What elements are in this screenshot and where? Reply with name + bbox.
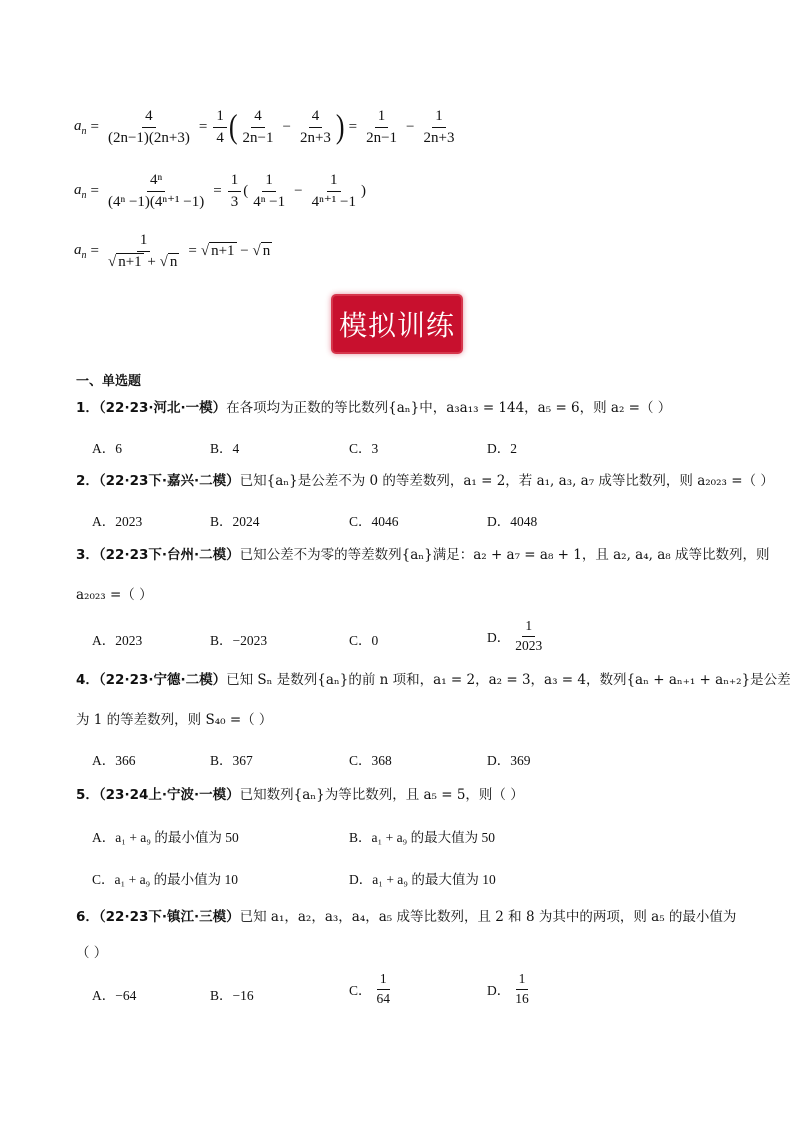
- option-c[interactable]: C．a₁ + a₉ 的最小值为 10: [92, 872, 239, 887]
- formula-2-term-1: $\frac{1}{\text{4ⁿ −1}}$: [253, 172, 286, 210]
- question-2: 2．（22·23下·嘉兴·二模）已知{aₙ}是公差不为 0 的等差数列，a₁ = 2，若 a₁, a₃, a₇ 成等比数列，则 a₂₀₂₃ =（ ）: [76, 473, 774, 489]
- question-1: 1．（22·23·河北·一模）在各项均为正数的等比数列{aₙ}中，a₃a₁₃ = 144，a₅ = 6，则 a₂ =（ ）: [76, 400, 672, 416]
- formula-2-lhs: $a_n$: [74, 181, 87, 201]
- formula-1-term-2: $\frac{4}{2n+3}$: [299, 108, 331, 146]
- question-3-line-2: a₂₀₂₃ =（ ）: [76, 587, 153, 603]
- formula-1-lhs: $a_n$: [74, 117, 87, 137]
- option-b[interactable]: B．2024: [210, 514, 260, 529]
- question-4: 4．（22·23·宁德·二模）已知 Sₙ 是数列{aₙ}的前 n 项和，a₁ = 2，a₂ = 3，a₃ = 4，数列{aₙ + aₙ₊₁ + aₙ₊₂}是公差: [76, 672, 791, 688]
- formula-1-result-1: $\frac{1}{2n-1}$: [366, 108, 398, 146]
- option-b[interactable]: B．−16: [210, 988, 254, 1003]
- option-d[interactable]: D．369: [487, 753, 531, 768]
- option-c[interactable]: C．4046: [349, 514, 399, 529]
- formula-1-term-1: $\frac{4}{2n-1}$: [242, 108, 274, 146]
- question-6: 6．（22·23下·镇江·三模）已知 a₁，a₂，a₃，a₄，a₅ 成等比数列，且 2 和 8 为其中的两项，则 a₅ 的最小值为: [76, 909, 737, 925]
- option-d[interactable]: D．4048: [487, 514, 538, 529]
- formula-2-fraction: $\frac{\text{4ⁿ}}{\text{(4ⁿ −1)(4ⁿ⁺¹ −1)}}$: [107, 172, 205, 210]
- formula-1-result-2: $\frac{1}{2n+3}$: [423, 108, 455, 146]
- formula-1-coef: $\frac{1}{4}$: [213, 108, 227, 146]
- option-d[interactable]: D．a₁ + a₉ 的最大值为 10: [349, 872, 496, 887]
- formula-1-fraction: $\frac{4}{(2n-1)(2n+3)}$: [107, 108, 190, 146]
- option-d[interactable]: D． $\frac{1}{2023}$: [487, 618, 543, 653]
- option-b[interactable]: B．4: [210, 441, 240, 456]
- option-a[interactable]: A．−64: [92, 988, 137, 1003]
- question-6-line-2: （ ）: [76, 945, 108, 961]
- option-c[interactable]: C．368: [349, 753, 392, 768]
- banner-title: 模拟训练: [338, 309, 455, 342]
- option-c[interactable]: C．3: [349, 441, 379, 456]
- formula-3-lhs: $a_n$: [74, 241, 87, 261]
- section-banner: [333, 296, 461, 352]
- section-title: 一、单选题: [76, 374, 142, 389]
- formula-3: $a_n$ = $\frac{1}{√ n+1 + √ n}$ = √ n+1 − √ n: [74, 232, 271, 270]
- option-b[interactable]: B．a₁ + a₉ 的最大值为 50: [349, 830, 496, 845]
- option-b[interactable]: B．−2023: [210, 633, 268, 648]
- option-c[interactable]: C． $\frac{1}{64}$: [349, 971, 391, 1006]
- formula-2-coef: $\frac{1}{3}$: [228, 172, 242, 210]
- option-d[interactable]: D． $\frac{1}{16}$: [487, 971, 529, 1006]
- option-b[interactable]: B．367: [210, 753, 253, 768]
- option-a[interactable]: A．366: [92, 753, 136, 768]
- formula-3-rhs: √ n+1 − √ n: [200, 242, 271, 259]
- option-a[interactable]: A．2023: [92, 633, 143, 648]
- option-a[interactable]: A．a₁ + a₉ 的最小值为 50: [92, 830, 239, 845]
- option-c[interactable]: C．0: [349, 633, 379, 648]
- question-4-line-2: 为 1 的等差数列，则 S₄₀ =（ ）: [76, 712, 273, 728]
- question-5-options: [92, 826, 692, 896]
- formula-1: $a_n$ = $\frac{4}{(2n-1)(2n+3)}$ = $\frac{1}{4}$ ( $\frac{4}{2n-1}$ − $\frac{4}{2n+3}$ ) = $\frac{1}{2n-1}$ − $\frac{1}{2n+3}$: [74, 108, 459, 146]
- option-d[interactable]: D．2: [487, 441, 517, 456]
- formula-2: $a_n$ = $\frac{\text{4ⁿ}}{\text{(4ⁿ −1)(4ⁿ⁺¹ −1)}}$ = $\frac{1}{3}$ ( $\frac{1}{\text{4ⁿ −1}}$ − $\frac{1}{\text{4ⁿ⁺¹ −1}}$ ): [74, 172, 366, 210]
- option-a[interactable]: A．6: [92, 441, 122, 456]
- question-3: 3．（22·23下·台州·二模）已知公差不为零的等差数列{aₙ}满足：a₂ + a₇ = a₈ + 1，且 a₂, a₄, a₈ 成等比数列，则: [76, 547, 770, 563]
- option-a[interactable]: A．2023: [92, 514, 143, 529]
- question-5: 5．（23·24上·宁波·一模）已知数列{aₙ}为等比数列，且 a₅ = 5，则（ ）: [76, 787, 524, 803]
- formula-3-fraction: $\frac{1}{√ n+1 + √ n}$: [107, 232, 178, 270]
- formula-2-term-2: $\frac{1}{\text{4ⁿ⁺¹ −1}}$: [311, 172, 356, 210]
